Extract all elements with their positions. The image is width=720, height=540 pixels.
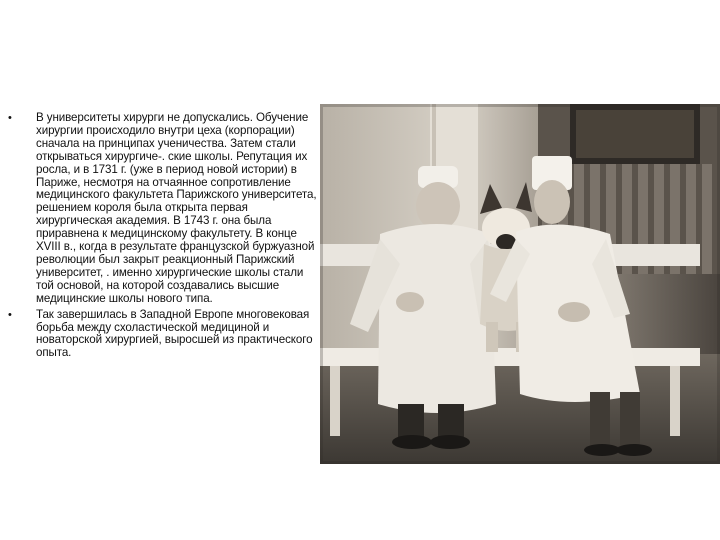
photo-illustration xyxy=(320,104,720,464)
bullet-marker: • xyxy=(8,308,12,321)
bullet-item xyxy=(8,112,318,306)
historical-photo xyxy=(320,104,720,464)
bullet-marker: • xyxy=(8,112,12,124)
bullet-text: В университеты хирурги не допускались. Обучение хирургии происходило внутри цеха (корпорации) сначала на принципах ученичества. Затем стали открываться хирургиче-. ские школы. Репутация их росла, и в 1731 г. (уже в период новой истории) в Париже, несмотря на отчаянное сопротивление медицинского факультета Парижского университета, решением короля была открыта первая хирургическая академия. В 1743 г. она была приравнена к медицинскому факультету. В конце XVIII в., когда в результате французской буржуазной революции был закрыт реакционный Парижский университет, . именно хирургические школы стали той основой, на которой создавались высшие медицинские школы нового типа. xyxy=(36,111,317,305)
bullet-text: Так завершилась в Западной Европе многовековая борьба между схоластической медициной и новаторской хирургией, выросшей из практического опыта. xyxy=(36,307,313,360)
bullet-list xyxy=(8,112,318,363)
bullet-item xyxy=(8,309,318,361)
